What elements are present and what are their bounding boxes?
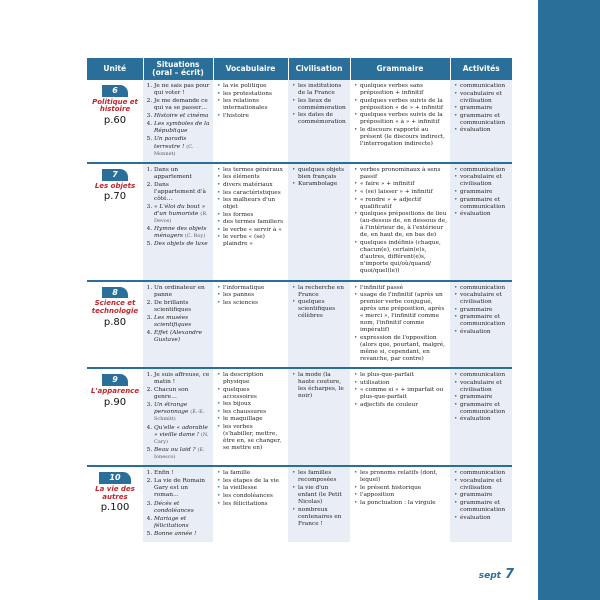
list-item: • grammaire	[460, 307, 509, 314]
list-item	[154, 387, 210, 401]
list-item: • grammaire et communication	[460, 314, 509, 328]
civilisation-list	[291, 167, 347, 189]
situation-text: La vie de Romain Gary est un roman…	[154, 478, 205, 499]
activites-list	[453, 167, 509, 218]
list-item: • évaluation	[460, 211, 509, 218]
list-item: • « (se) laisser » + infinitif	[360, 189, 447, 196]
list-item: • grammaire	[460, 394, 509, 401]
unit-cell	[87, 368, 143, 466]
list-item: • utilisation	[360, 380, 447, 387]
list-item: • la vieillesse	[223, 485, 285, 492]
list-item: • les verbes (s'habiller, mettre, être en, se changer, se mettre en)	[223, 424, 285, 452]
activites-cell	[450, 368, 512, 466]
unit-number: 10	[99, 472, 130, 484]
list-item: • quelques scientifiques célèbres	[298, 299, 347, 320]
list-item: • vocabulaire et civilisation	[460, 292, 509, 306]
list-item	[154, 113, 210, 120]
list-item: • grammaire et communication	[460, 113, 509, 127]
unit-title: Les objets	[94, 181, 136, 190]
list-item: • quelques indéfinis (chaque, chacun(e), certain(e)s, d'autres, différent(e)s, n'importe qui/où/quand/ quoi/quel(le))	[360, 240, 447, 275]
civilisation-cell	[288, 281, 350, 369]
situation-text: Les symboles de la République	[154, 121, 210, 135]
situation-text: Bonne année !	[154, 530, 197, 537]
list-item: • divers matériaux	[223, 182, 285, 189]
list-item: • « faire » + infinitif	[360, 181, 447, 188]
header-civilisation: Civilisation	[288, 58, 350, 80]
unit-title: Politique et histoire	[92, 97, 138, 114]
activites-list	[453, 83, 509, 134]
situation-text: Enfin !	[154, 470, 174, 477]
civilisation-list	[291, 83, 347, 126]
unit-page: p.60	[103, 115, 127, 127]
situation-text: Je suis affreuse, ce matin !	[154, 372, 210, 386]
list-item: • la description physique	[223, 372, 285, 386]
list-item: • vocabulaire et civilisation	[460, 174, 509, 188]
activites-cell	[450, 281, 512, 369]
list-item	[154, 501, 210, 515]
list-item: • les relations internationales	[223, 98, 285, 112]
situation-text: Qu'elle « adorable » vieille dame !	[154, 424, 208, 438]
list-item	[154, 83, 210, 97]
unit-cell	[87, 281, 143, 369]
list-item: • des termes familiers	[223, 219, 285, 226]
situations-cell	[143, 368, 213, 466]
list-item: • le verbe « servir à »	[223, 227, 285, 234]
list-item: • les lieux de commémoration	[298, 98, 347, 112]
list-item: • quelques objets bien français	[298, 167, 347, 181]
unit-number: 9	[102, 374, 128, 386]
table-header-row	[87, 58, 512, 80]
activites-list	[453, 470, 509, 521]
list-item	[154, 167, 210, 181]
grammaire-list	[353, 167, 447, 275]
list-item	[154, 330, 210, 344]
list-item: • verbes pronominaux à sens passif	[360, 167, 447, 181]
list-item: • communication	[460, 167, 509, 174]
list-item: • les malheurs d'un objet	[223, 197, 285, 211]
list-item: • évaluation	[460, 329, 509, 336]
header-unite: Unité	[87, 58, 143, 80]
list-item: • communication	[460, 372, 509, 379]
situations-list	[146, 470, 210, 538]
activites-cell	[450, 80, 512, 163]
situation-text: Dans l'appartement d'à côté…	[154, 181, 206, 203]
vocabulaire-cell	[213, 368, 288, 466]
table-row	[87, 80, 512, 163]
grammaire-list	[353, 372, 447, 409]
list-item: • le maquillage	[223, 416, 285, 423]
vocabulaire-list	[216, 285, 285, 307]
list-item: • grammaire	[460, 492, 509, 499]
list-item: • grammaire et communication	[460, 402, 509, 416]
unit-number: 7	[102, 169, 128, 181]
list-item	[154, 285, 210, 299]
list-item: • « rendre » + adjectif qualificatif	[360, 197, 447, 211]
situation-text: Des objets de luxe	[154, 241, 208, 248]
unit-title: La vie des autres	[95, 485, 135, 501]
list-item: • évaluation	[460, 515, 509, 522]
grammaire-cell	[350, 80, 450, 163]
activites-cell	[450, 163, 512, 281]
footer-page-number: 7	[504, 567, 514, 582]
list-item: • évaluation	[460, 127, 509, 134]
list-item: • les étapes de la vie	[223, 478, 285, 485]
situation-text: Chacun son genre…	[154, 387, 189, 401]
list-item: • communication	[460, 470, 509, 477]
unit-number: 8	[102, 287, 128, 299]
situation-text: Histoire et cinéma	[154, 113, 209, 120]
situation-text: Effet (Alexandre Gustave)	[154, 329, 203, 343]
civilisation-cell	[288, 466, 350, 542]
list-item: • la mode (la haute couture, les écharpes, le noir)	[298, 372, 347, 400]
list-item: • la famille	[223, 470, 285, 477]
list-item: • grammaire et communication	[460, 197, 509, 211]
unit-page: p.70	[103, 191, 127, 203]
list-item: • le verbe « (se) plaindre »	[223, 234, 285, 248]
list-item	[154, 372, 210, 386]
list-item	[154, 204, 210, 225]
list-item: • « comme si » + imparfait ou plus-que-parfait	[360, 387, 447, 401]
list-item: • la ponctuation : la virgule	[360, 500, 447, 507]
unit-page: p.80	[103, 316, 127, 328]
table-row	[87, 466, 512, 542]
situation-note: (É.-E. Schmitt)	[154, 409, 205, 423]
situations-cell	[143, 163, 213, 281]
list-item: • quelques verbes suivis de la préposition « à » + infinitif	[360, 112, 447, 126]
list-item: • communication	[460, 83, 509, 90]
list-item: • les pannes	[223, 292, 285, 299]
list-item: • quelques verbes suivis de la préposition « de » + infinitif	[360, 98, 447, 112]
unit-cell	[87, 466, 143, 542]
situations-list	[146, 83, 210, 158]
list-item: • les dates de commémoration	[298, 112, 347, 126]
activites-list	[453, 285, 509, 336]
list-item: • adjectifs de couleur	[360, 402, 447, 409]
unit-page: p.100	[100, 502, 130, 514]
vocabulaire-list	[216, 167, 285, 249]
list-item: • les formes	[223, 212, 285, 219]
list-item	[154, 402, 210, 423]
civilisation-list	[291, 372, 347, 400]
list-item: • grammaire	[460, 189, 509, 196]
list-item: • nombreux centenaires en France !	[298, 507, 347, 528]
vocabulaire-cell	[213, 163, 288, 281]
list-item: • la vie d'un enfant (le Petit Nicolas)	[298, 485, 347, 506]
unit-cell	[87, 80, 143, 163]
list-item	[154, 447, 210, 461]
header-situations: Situations (oral – écrit)	[143, 58, 213, 80]
situation-note: (R. Devos)	[154, 211, 208, 225]
list-item: • évaluation	[460, 416, 509, 423]
list-item	[154, 425, 210, 446]
grammaire-cell	[350, 466, 450, 542]
situation-note: (E. Ionesco)	[154, 446, 205, 460]
list-item	[154, 516, 210, 530]
situations-cell	[143, 466, 213, 542]
list-item: • la vie politique	[223, 83, 285, 90]
civilisation-cell	[288, 368, 350, 466]
list-item: • communication	[460, 285, 509, 292]
list-item: • l'histoire	[223, 113, 285, 120]
civilisation-list	[291, 285, 347, 321]
situation-text: « L'éloi du bout » d'un humoriste	[154, 204, 206, 218]
list-item	[154, 531, 210, 538]
vocabulaire-list	[216, 372, 285, 452]
situation-text: Un ordinateur en panne	[154, 284, 205, 298]
situations-cell	[143, 80, 213, 163]
list-item: • les pronoms relatifs (dont, lequel)	[360, 470, 447, 484]
situation-text: Beau ou laid ?	[154, 446, 196, 453]
list-item	[154, 315, 210, 329]
list-item	[154, 300, 210, 314]
situations-cell	[143, 281, 213, 369]
grammaire-cell	[350, 163, 450, 281]
activites-cell	[450, 466, 512, 542]
list-item: • l'apposition	[360, 492, 447, 499]
situation-note: (C. Monnet)	[154, 143, 194, 157]
situations-list	[146, 285, 210, 345]
unit-title: L'apparence	[90, 386, 140, 395]
grammaire-list	[353, 285, 447, 364]
list-item: • les familles recomposées	[298, 470, 347, 484]
list-item: • les condoléances	[223, 493, 285, 500]
situation-text: De brillants scientifiques	[154, 299, 192, 313]
list-item	[154, 478, 210, 499]
list-item: • quelques accessoires	[223, 387, 285, 401]
vocabulaire-cell	[213, 281, 288, 369]
header-grammaire: Grammaire	[350, 58, 450, 80]
situation-text: Un paradis terrestre !	[154, 136, 187, 150]
list-item	[154, 470, 210, 477]
footer-word: sept	[478, 571, 501, 581]
list-item: • usage de l'infinitif (après un premier verbe conjugué, après une préposition, après « merci », l'infinitif comme nom, l'infinitif comme impératif)	[360, 292, 447, 334]
list-item: • Kurambolage	[298, 181, 347, 188]
situation-note: (C. Roy)	[184, 233, 206, 240]
header-activites: Activités	[450, 58, 512, 80]
civilisation-cell	[288, 163, 350, 281]
situation-text: Dans un appartement	[154, 166, 192, 180]
list-item	[154, 121, 210, 135]
situations-list	[146, 372, 210, 461]
list-item: • quelques verbes sans préposition + infinitif	[360, 83, 447, 97]
list-item: • les éléments	[223, 174, 285, 181]
header-vocabulaire: Vocabulaire	[213, 58, 288, 80]
list-item: • les sciences	[223, 300, 285, 307]
situation-text: Décès et condoléances	[154, 500, 194, 514]
situation-text: Mariage et félicitations	[154, 515, 189, 529]
list-item	[154, 226, 210, 240]
list-item: • les caractéristiques	[223, 190, 285, 197]
table-row	[87, 163, 512, 281]
list-item: • vocabulaire et civilisation	[460, 478, 509, 492]
list-item: • l'infinitif passé	[360, 285, 447, 292]
table-row	[87, 281, 512, 369]
list-item: • les protestations	[223, 91, 285, 98]
vocabulaire-list	[216, 83, 285, 120]
list-item: • grammaire	[460, 105, 509, 112]
grammaire-list	[353, 470, 447, 507]
page-footer	[479, 567, 514, 582]
grammaire-cell	[350, 368, 450, 466]
list-item: • le présent historique	[360, 485, 447, 492]
list-item: • expression de l'opposition (alors que, pourtant, malgré, même si, cependant, en revanche, par contre)	[360, 335, 447, 363]
situation-note: (N. Cary)	[154, 431, 209, 445]
unit-number: 6	[102, 85, 128, 97]
list-item: • les félicitations	[223, 501, 285, 508]
list-item: • les termes généraux	[223, 167, 285, 174]
situation-text: Je me demande ce qui va se passer…	[154, 98, 208, 112]
vocabulaire-cell	[213, 466, 288, 542]
list-item: • l'informatique	[223, 285, 285, 292]
list-item: • vocabulaire et civilisation	[460, 91, 509, 105]
list-item: • les chaussures	[223, 409, 285, 416]
unit-title: Science et technologie	[91, 299, 139, 315]
list-item	[154, 241, 210, 248]
grammaire-list	[353, 83, 447, 148]
vocabulaire-cell	[213, 80, 288, 163]
list-item	[154, 182, 210, 203]
list-item: • les institutions de la France	[298, 83, 347, 97]
contents-table	[87, 58, 512, 542]
activites-list	[453, 372, 509, 423]
unit-page: p.90	[103, 396, 127, 408]
list-item: • quelques prépositions de lieu (au-dessus de, en dessous de, à l'intérieur de, à l'extérieur de, en haut de, en bas de)	[360, 211, 447, 239]
situation-text: Les musées scientifiques	[154, 314, 192, 328]
situation-text: Je ne sais pas pour qui voter !	[154, 83, 210, 97]
table-row	[87, 368, 512, 466]
situation-text: Un étrange personnage	[154, 402, 189, 416]
list-item: • vocabulaire et civilisation	[460, 380, 509, 394]
list-item: • grammaire et communication	[460, 500, 509, 514]
list-item	[154, 136, 210, 157]
list-item: • le plus-que-parfait	[360, 372, 447, 379]
unit-cell	[87, 163, 143, 281]
list-item: • les bijoux	[223, 401, 285, 408]
grammaire-cell	[350, 281, 450, 369]
civilisation-list	[291, 470, 347, 528]
situations-list	[146, 167, 210, 249]
list-item: • le discours rapporté au présent (le discours indirect, l'interrogation indirecte)	[360, 127, 447, 148]
list-item	[154, 98, 210, 112]
list-item: • la recherche en France	[298, 285, 347, 299]
vocabulaire-list	[216, 470, 285, 507]
civilisation-cell	[288, 80, 350, 163]
situation-text: Hymne des objets ménagers	[154, 226, 207, 240]
